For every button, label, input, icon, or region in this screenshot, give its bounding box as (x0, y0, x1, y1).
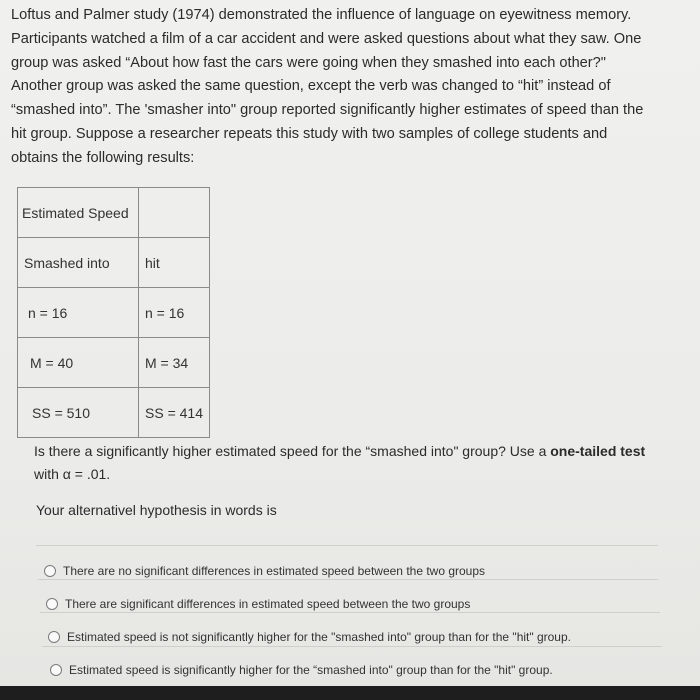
answer-option[interactable] (46, 597, 470, 611)
screen-bezel (0, 686, 700, 700)
answer-option[interactable] (44, 564, 485, 578)
question-prefix: Is there a significantly higher estimated speed for the “smashed into" group? Use a (34, 443, 551, 459)
intro-line: obtains the following results: (11, 149, 195, 166)
table-cell: n = 16 (18, 288, 139, 338)
answer-option-label: There are significant differences in estimated speed between the two groups (65, 597, 471, 611)
intro-line: Another group was asked the same question, except the verb was changed to “hit” instead of (11, 78, 611, 95)
table-cell: Smashed into (18, 238, 139, 288)
question-emphasis: one-tailed test (550, 443, 646, 459)
radio-button-icon[interactable] (48, 631, 60, 643)
radio-button-icon[interactable] (50, 664, 62, 676)
table-cell: M = 34 (139, 338, 210, 388)
intro-line: “smashed into”. The 'smasher into" group reported significantly higher estimates of speed than the (11, 102, 644, 119)
table-cell: M = 40 (18, 338, 139, 388)
table-cell: n = 16 (139, 288, 210, 338)
answer-option-label: Estimated speed is significantly higher for the “smashed into" group than for the "hit" group. (69, 663, 553, 677)
answer-option-label: There are no significant differences in estimated speed between the two groups (63, 564, 486, 578)
radio-button-icon[interactable] (46, 598, 58, 610)
table-header-cell: Estimated Speed (18, 188, 139, 238)
question-line: with α = .01. (34, 466, 111, 482)
answer-option[interactable] (48, 630, 571, 644)
table-cell: SS = 414 (139, 388, 210, 438)
intro-line: Participants watched a film of a car accident and were asked questions about what they saw. One (11, 30, 642, 47)
intro-line: hit group. Suppose a researcher repeats this study with two samples of college students and (11, 125, 608, 142)
intro-line: Loftus and Palmer study (1974) demonstrated the influence of language on eyewitness memory. (11, 7, 632, 23)
answer-option-label: Estimated speed is not significantly higher for the "smashed into" group than for the "hit" group. (67, 630, 571, 644)
answer-option[interactable] (50, 663, 553, 677)
intro-line: group was asked “About how fast the cars were going when they smashed into each other?" (11, 54, 606, 71)
table-cell: hit (139, 238, 210, 288)
radio-button-icon[interactable] (44, 565, 56, 577)
table-cell: SS = 510 (18, 388, 139, 438)
hypothesis-prompt: Your alternativel hypothesis in words is (36, 502, 277, 518)
